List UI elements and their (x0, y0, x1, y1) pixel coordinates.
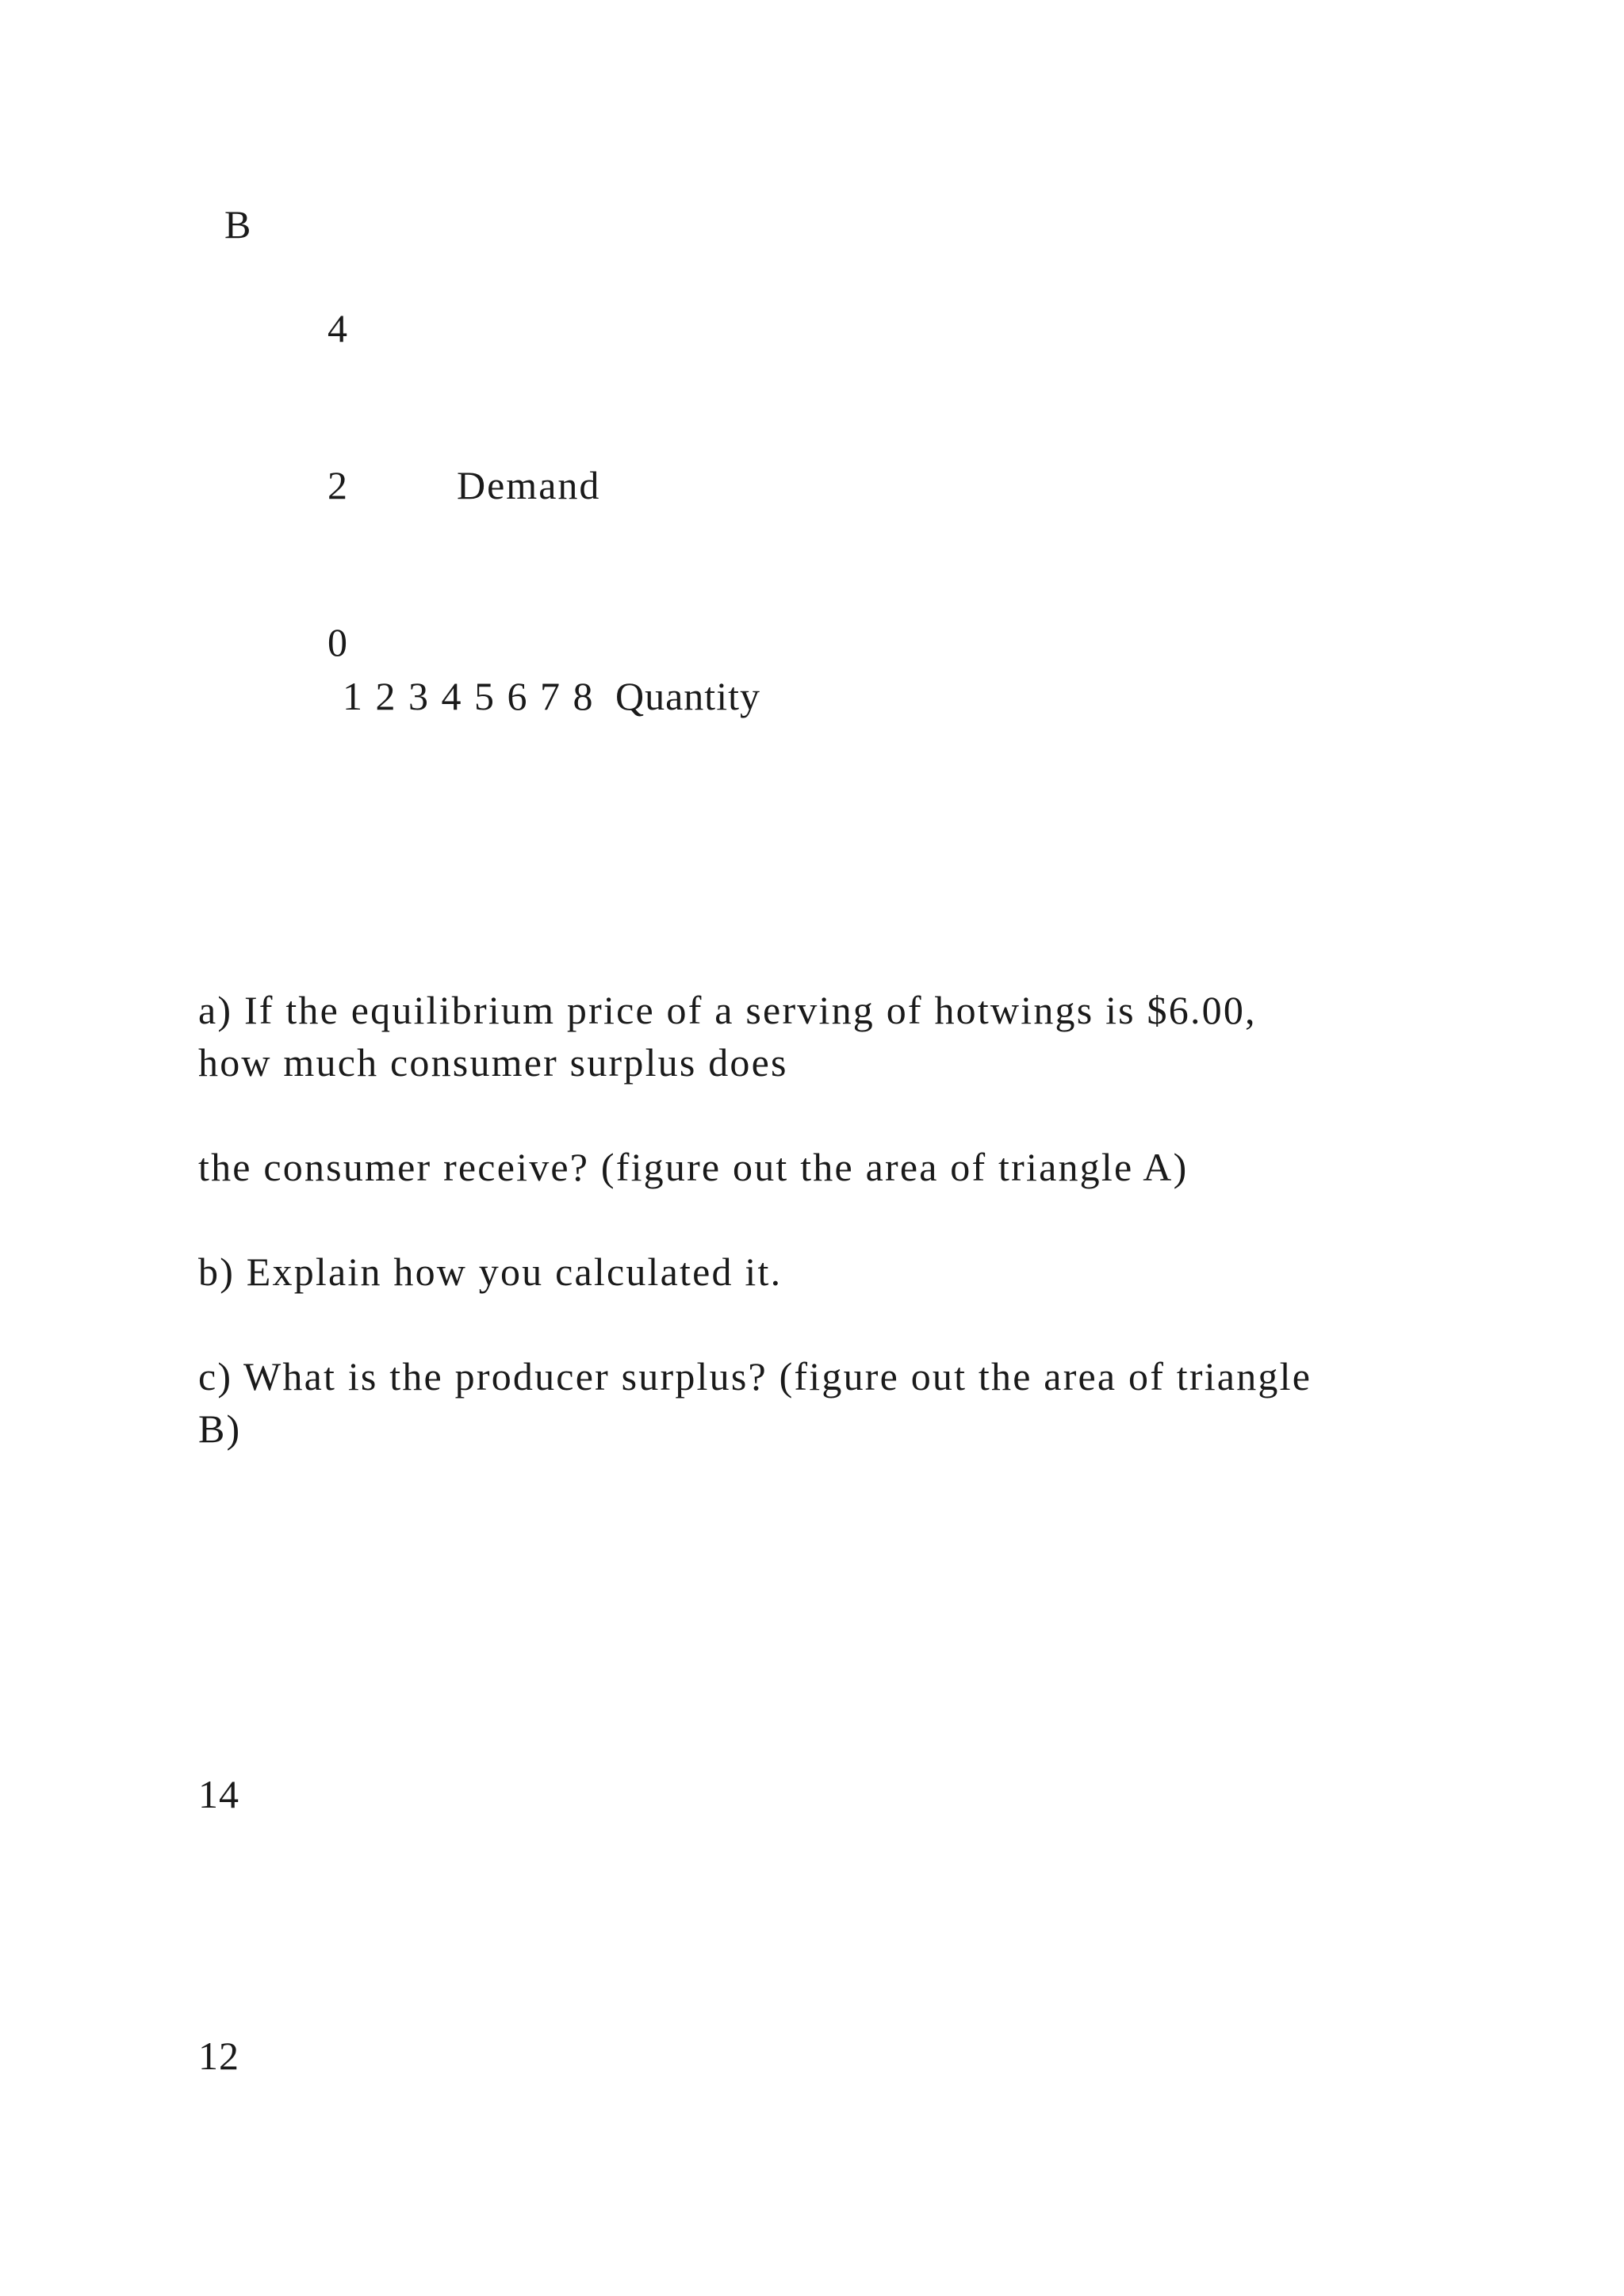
y-tick-label: 14 (198, 1772, 239, 1816)
demand-curve-label: Demand (457, 463, 601, 507)
x-tick-labels: 1 2 3 4 5 6 7 8 (343, 674, 594, 718)
question-a-line-1: a) If the equilibrium price of a serving of hotwings is $6.00, (198, 988, 1257, 1032)
question-b: b) Explain how you calculated it. (198, 1249, 783, 1294)
question-a-line-3: the consumer receive? (figure out the area of triangle A) (198, 1145, 1189, 1189)
region-label-b: B (224, 202, 252, 247)
y-tick-label: 2 (327, 463, 348, 507)
x-axis-label: Quantity (615, 674, 760, 718)
y-tick-label: 12 (198, 2034, 239, 2078)
question-a-line-2: how much consumer surplus does (198, 1040, 788, 1085)
x-axis-row (343, 670, 760, 722)
y-tick-label: 4 (327, 306, 348, 350)
y-tick-label: 0 (327, 620, 348, 664)
question-c-line-1: c) What is the producer surplus? (figure out the area of triangle (198, 1354, 1312, 1399)
question-c-line-2: B) (198, 1406, 242, 1451)
